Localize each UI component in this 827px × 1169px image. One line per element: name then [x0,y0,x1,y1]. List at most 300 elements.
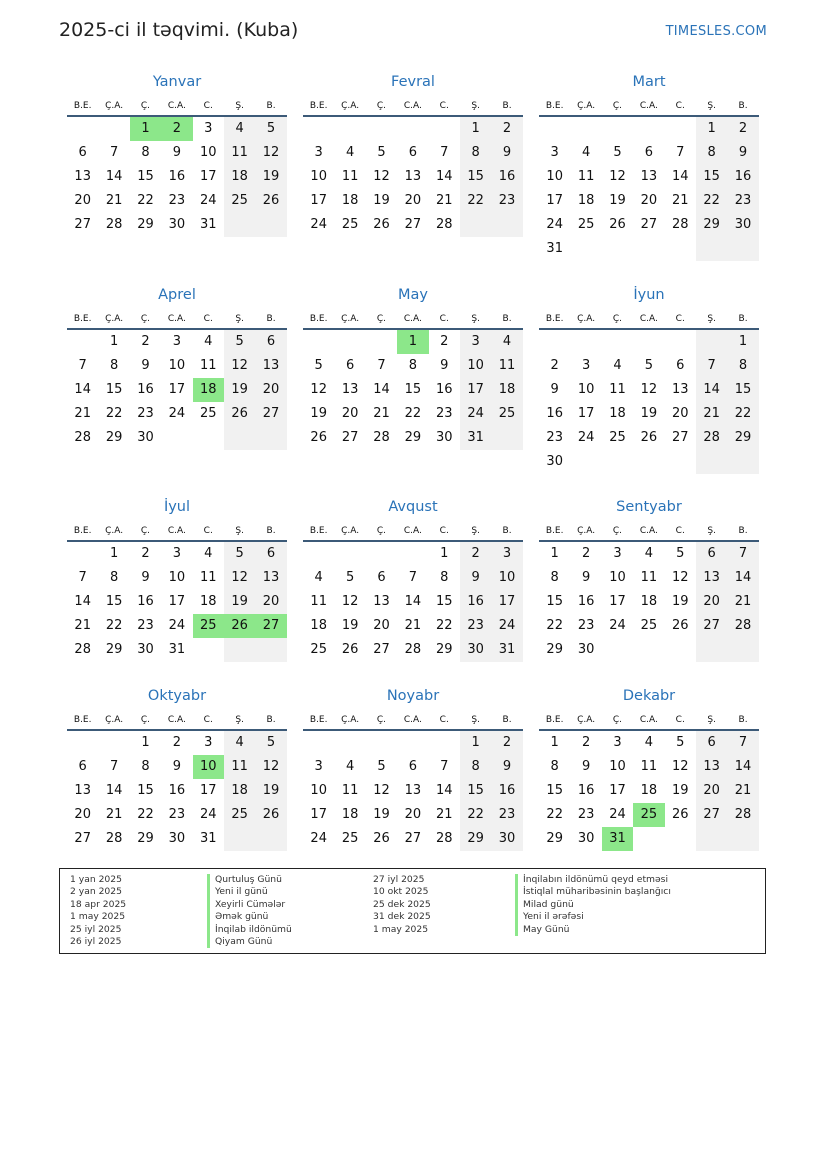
day-cell: 25 [633,803,664,827]
weekday-label: Ç.A. [341,526,360,536]
day-cell: 5 [255,731,286,755]
day-cell: 15 [404,382,422,397]
month-name: Noyabr [386,688,440,704]
legend-holiday-name: İnqilab ildönümü [207,924,292,936]
weekday-label: B.E. [309,314,328,324]
weekday-label: Ş. [471,101,480,111]
weekday-label: Ş. [471,314,480,324]
day-cell: 27 [671,430,689,445]
day-cell: 21 [727,590,758,614]
weekday-header [303,95,523,117]
day-cell: 27 [696,614,727,638]
day-cell: 1 [397,330,428,354]
weekday-label: B. [266,314,276,324]
day-cell: 3 [550,145,559,160]
day-cell: 19 [255,779,286,803]
day-cell: 8 [141,759,150,774]
month-block [67,72,287,237]
day-cell: 9 [727,141,758,165]
empty-cell [397,117,428,141]
day-cell: 14 [105,783,123,798]
day-cell: 15 [105,382,123,397]
empty-cell [429,117,460,141]
empty-cell [193,426,224,450]
day-cell: 20 [696,779,727,803]
day-cell: 24 [546,217,563,232]
day-cell: 15 [137,783,154,798]
weekday-label: C. [439,526,449,536]
day-cell: 20 [404,193,422,208]
day-cell: 15 [696,165,727,189]
day-cell: 28 [727,803,758,827]
day-cell: 12 [255,755,286,779]
empty-cell [255,827,286,851]
day-cell: 24 [609,618,626,633]
empty-cell [602,237,633,261]
day-cell: 12 [609,169,626,184]
day-cell: 19 [310,406,327,421]
month-block [539,72,759,261]
day-cell: 26 [640,430,658,445]
day-cell: 18 [609,406,626,421]
day-cell: 31 [491,638,522,662]
day-cell: 13 [74,169,91,184]
month-block [539,686,759,851]
day-cell: 24 [609,807,626,822]
day-cell: 22 [460,803,491,827]
day-cell: 9 [172,145,181,160]
day-cell: 31 [168,642,186,657]
legend-date: 1 yan 2025 [70,874,122,885]
day-cell: 18 [224,165,255,189]
day-cell: 12 [373,783,390,798]
day-cell: 30 [577,831,595,846]
day-cell: 25 [609,430,626,445]
weekday-header [539,308,759,330]
empty-cell [429,731,460,755]
weekday-label: C.A. [403,715,422,725]
day-cell: 1 [550,735,559,750]
day-cell: 9 [581,570,591,585]
day-cell: 16 [491,779,522,803]
weekday-label: Ç. [612,101,623,111]
day-cell: 21 [74,406,91,421]
weekday-label: B.E. [545,526,564,536]
day-cell: 11 [224,141,255,165]
day-cell: 17 [199,783,217,798]
empty-cell [570,117,601,141]
month-block [303,497,523,662]
empty-cell [696,330,727,354]
day-cell: 30 [460,638,491,662]
day-cell: 8 [727,354,758,378]
day-cell: 1 [130,117,161,141]
weekday-header [303,520,523,542]
day-cell: 12 [671,759,689,774]
day-cell: 19 [373,807,390,822]
weekday-label: B. [738,314,748,324]
day-cell: 24 [491,614,522,638]
day-cell: 17 [199,169,217,184]
day-cell: 13 [74,783,91,798]
day-cell: 13 [671,382,689,397]
day-cell: 20 [640,193,658,208]
empty-cell [255,638,286,662]
day-cell: 22 [105,406,123,421]
weekday-label: C.A. [167,101,186,111]
day-cell: 22 [435,618,453,633]
day-cell: 8 [141,145,150,160]
day-cell: 12 [671,570,689,585]
day-cell: 9 [172,759,181,774]
day-cell: 5 [377,145,386,160]
day-cell: 29 [546,642,563,657]
day-cell: 5 [676,735,685,750]
day-cell: 20 [373,618,390,633]
day-cell: 20 [74,807,91,822]
day-cell: 29 [460,827,491,851]
day-cell: 27 [255,402,286,426]
day-cell: 2 [581,546,591,561]
weekday-label: B.E. [73,715,92,725]
legend-holiday-name: Xeyirli Cümələr [207,899,292,911]
day-cell: 3 [613,546,622,561]
empty-cell [539,330,570,354]
day-cell: 26 [373,217,390,232]
weekday-header [67,520,287,542]
day-cell: 13 [404,169,422,184]
day-cell: 18 [577,193,595,208]
month-block [67,686,287,851]
day-cell: 19 [609,193,626,208]
empty-cell [727,237,758,261]
weekday-label: Ş. [235,715,244,725]
day-cell: 29 [105,642,123,657]
day-cell: 25 [640,618,658,633]
day-cell: 10 [491,566,522,590]
day-cell: 11 [199,358,217,373]
weekday-label: C. [439,715,449,725]
weekday-label: Ş. [235,526,244,536]
day-cell: 6 [78,759,87,774]
day-cell: 1 [460,117,491,141]
weekday-header [539,520,759,542]
day-cell: 5 [224,542,255,566]
month-name: Oktyabr [147,688,207,704]
day-cell: 18 [341,193,359,208]
weekday-label: C.A. [167,314,186,324]
day-cell: 1 [440,546,449,561]
weekday-label: B.E. [309,526,328,536]
day-cell: 17 [546,193,563,208]
day-cell: 7 [109,759,119,774]
day-cell: 11 [609,382,626,397]
page-title: 2025-ci il təqvimi. (Kuba) [59,19,299,41]
weekday-label: Ç. [612,526,623,536]
day-cell: 23 [577,618,595,633]
empty-cell [303,117,334,141]
day-cell: 10 [193,755,224,779]
day-cell: 15 [546,783,563,798]
day-cell: 8 [440,570,449,585]
weekday-label: C. [203,101,213,111]
weekday-label: Ç. [612,314,623,324]
day-cell: 3 [581,358,591,373]
day-cell: 15 [460,165,491,189]
day-cell: 20 [255,378,286,402]
weekday-label: C.A. [167,715,186,725]
day-cell: 27 [74,217,91,232]
empty-cell [696,237,727,261]
day-cell: 28 [435,217,453,232]
day-cell: 29 [137,831,154,846]
day-cell: 3 [172,334,181,349]
weekday-label: Ş. [707,715,716,725]
day-cell: 25 [491,402,522,426]
day-cell: 16 [460,590,491,614]
day-cell: 24 [199,807,217,822]
day-cell: 16 [168,783,186,798]
day-cell: 20 [696,590,727,614]
day-cell: 12 [224,566,255,590]
empty-cell [633,117,664,141]
day-cell: 7 [676,145,685,160]
day-cell: 14 [727,566,758,590]
day-cell: 24 [310,217,327,232]
legend-date: 1 may 2025 [373,923,429,935]
day-cell: 10 [460,354,491,378]
day-cell: 4 [224,117,255,141]
day-cell: 4 [345,759,355,774]
weekday-label: B.E. [309,715,328,725]
day-cell: 16 [137,594,154,609]
empty-cell [602,117,633,141]
day-cell: 26 [671,807,689,822]
day-cell: 22 [404,406,422,421]
day-cell: 11 [577,169,595,184]
day-cell: 17 [460,378,491,402]
weekday-label: C. [203,715,213,725]
day-cell: 18 [640,594,658,609]
day-cell: 10 [168,570,186,585]
legend-date: 27 iyl 2025 [373,874,425,885]
weekday-label: B.E. [73,526,92,536]
day-cell: 11 [640,570,658,585]
weekday-label: B. [738,715,748,725]
weekday-label: B.E. [545,314,564,324]
weekday-label: Ç. [376,314,387,324]
day-cell: 18 [341,807,359,822]
weekday-label: C.A. [639,526,658,536]
day-cell: 17 [609,783,626,798]
day-cell: 10 [168,358,186,373]
weekday-label: B. [502,715,512,725]
day-cell: 6 [696,542,727,566]
weekday-header [67,308,287,330]
day-cell: 22 [105,618,123,633]
day-cell: 4 [491,330,522,354]
day-grid [539,330,759,474]
empty-cell [602,638,633,662]
month-block [67,497,287,662]
empty-cell [303,542,334,566]
month-name: İyun [633,287,665,303]
day-cell: 28 [105,217,123,232]
weekday-label: Ç.A. [105,314,124,324]
weekday-label: Ş. [707,314,716,324]
empty-cell [460,213,491,237]
day-cell: 15 [460,779,491,803]
day-cell: 1 [109,546,119,561]
day-cell: 2 [550,358,559,373]
day-cell: 6 [644,145,653,160]
day-cell: 26 [255,803,286,827]
day-cell: 2 [172,735,181,750]
day-cell: 21 [373,406,390,421]
day-cell: 11 [310,594,327,609]
empty-cell [366,117,397,141]
brand-link[interactable]: TIMESLES.COM [665,24,767,39]
day-cell: 6 [408,145,417,160]
day-cell: 17 [609,594,626,609]
empty-cell [665,827,696,851]
day-cell: 23 [168,807,186,822]
legend-holiday-name: İnqilabın ildönümü qeyd etməsi [515,874,671,886]
empty-cell [67,330,98,354]
day-cell: 6 [676,358,685,373]
day-cell: 12 [640,382,658,397]
day-cell: 27 [404,217,422,232]
day-cell: 13 [696,566,727,590]
weekday-label: Ş. [707,526,716,536]
day-cell: 21 [727,779,758,803]
day-cell: 17 [168,382,186,397]
day-cell: 24 [310,831,327,846]
day-cell: 22 [460,189,491,213]
weekday-label: C.A. [639,314,658,324]
empty-cell [665,117,696,141]
month-block [303,686,523,851]
weekday-label: Ş. [471,715,480,725]
day-cell: 11 [224,755,255,779]
day-cell: 7 [78,358,87,373]
day-cell: 16 [546,406,563,421]
legend-names-2 [515,874,671,936]
weekday-label: Ç. [140,715,151,725]
day-cell: 4 [345,145,355,160]
weekday-label: Ç. [376,715,387,725]
day-cell: 29 [404,430,422,445]
day-cell: 30 [168,831,186,846]
day-cell: 19 [224,590,255,614]
day-cell: 9 [550,382,559,397]
day-cell: 27 [74,831,91,846]
legend-holiday-name: May Günü [515,924,671,936]
day-cell: 26 [224,614,255,638]
day-cell: 16 [435,382,453,397]
day-cell: 1 [109,334,119,349]
day-cell: 6 [345,358,355,373]
day-cell: 5 [224,330,255,354]
day-cell: 16 [577,783,595,798]
day-cell: 27 [640,217,658,232]
empty-cell [602,450,633,474]
day-cell: 13 [341,382,359,397]
weekday-label: Ç.A. [577,526,596,536]
empty-cell [366,731,397,755]
empty-cell [491,213,522,237]
day-cell: 14 [671,169,689,184]
day-cell: 22 [137,193,154,208]
day-cell: 27 [255,614,286,638]
day-cell: 23 [168,193,186,208]
day-cell: 3 [460,330,491,354]
holiday-legend [59,868,766,954]
legend-dates-2 [373,874,431,936]
empty-cell [633,330,664,354]
month-name: Dekabr [622,688,676,704]
day-grid [303,731,523,851]
day-cell: 14 [404,594,422,609]
day-cell: 4 [204,546,213,561]
day-cell: 10 [310,169,327,184]
day-cell: 27 [373,642,390,657]
weekday-label: C. [439,314,449,324]
day-cell: 21 [105,807,123,822]
day-cell: 24 [577,430,595,445]
day-cell: 11 [640,759,658,774]
day-cell: 7 [377,358,386,373]
weekday-label: C. [675,314,685,324]
day-cell: 6 [696,731,727,755]
empty-cell [696,450,727,474]
weekday-label: C.A. [167,526,186,536]
empty-cell [665,450,696,474]
day-cell: 19 [224,378,255,402]
legend-holiday-name: Yeni il günü [207,886,292,898]
empty-cell [67,731,98,755]
day-cell: 26 [609,217,626,232]
day-cell: 25 [224,803,255,827]
day-cell: 23 [137,618,154,633]
day-cell: 10 [609,759,626,774]
legend-dates-1 [70,874,126,948]
day-cell: 4 [644,546,653,561]
day-cell: 6 [255,330,286,354]
day-cell: 3 [314,759,323,774]
day-cell: 9 [460,566,491,590]
weekday-label: B. [738,101,748,111]
day-cell: 14 [435,169,453,184]
day-cell: 10 [546,169,563,184]
legend-holiday-name: Qiyam Günü [207,936,292,948]
day-cell: 18 [193,378,224,402]
day-cell: 7 [440,759,449,774]
empty-cell [696,827,727,851]
day-cell: 22 [696,189,727,213]
weekday-label: B. [502,526,512,536]
weekday-label: B.E. [545,101,564,111]
day-grid [539,117,759,261]
month-name: Yanvar [152,74,202,90]
day-cell: 12 [341,594,359,609]
day-cell: 17 [168,594,186,609]
day-grid [539,542,759,662]
empty-cell [665,237,696,261]
empty-cell [366,542,397,566]
legend-date: 31 dek 2025 [373,911,431,923]
day-cell: 23 [727,189,758,213]
